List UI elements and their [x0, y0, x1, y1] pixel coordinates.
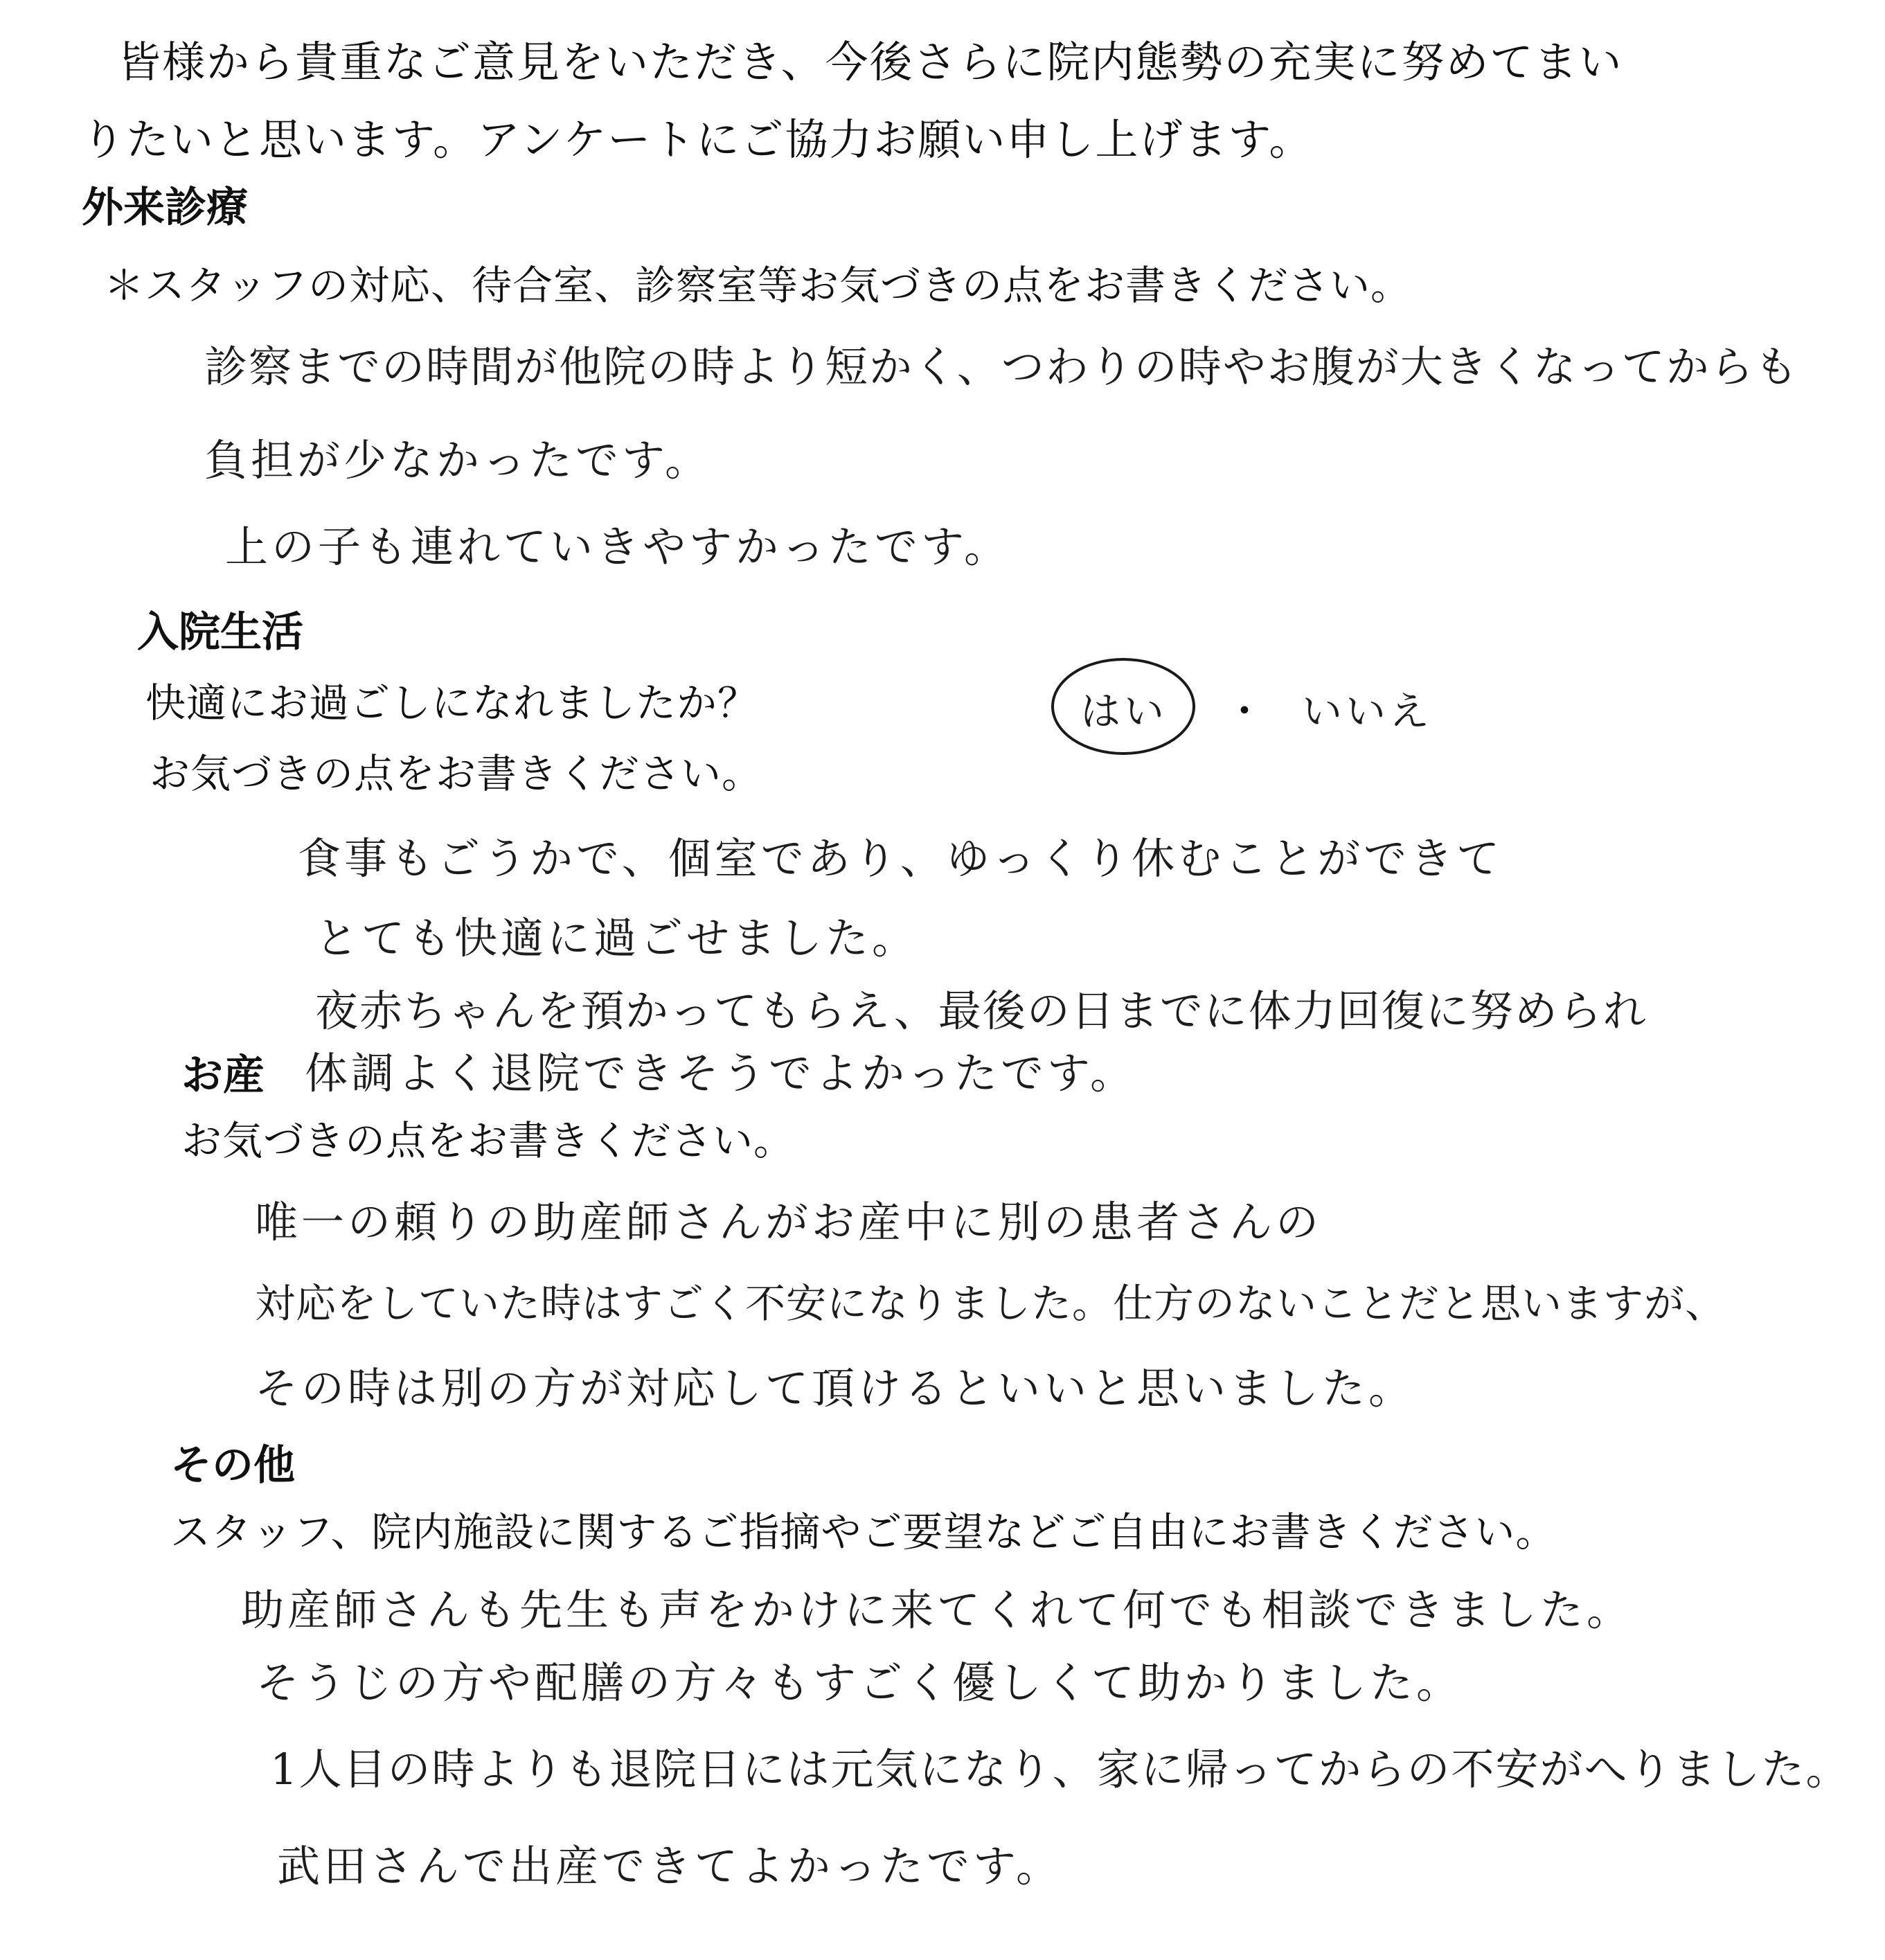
delivery-answer-line-2: 対応をしていた時はすごく不安になりました。仕方のないことだと思いますが、 [255, 1280, 1726, 1327]
option-no[interactable]: いいえ [1302, 688, 1433, 735]
outpatient-heading: 外来診療 [82, 184, 248, 232]
other-answer-line-2: そうじの方や配膳の方々もすごく優しくて助かりました。 [256, 1657, 1463, 1708]
outpatient-answer-line-3: 上の子も連れていきやすかったです。 [225, 522, 1011, 572]
inpatient-prompt: お気づきの点をお書きください。 [150, 750, 763, 797]
other-answer-line-4: 武田さんで出産できてよかったです。 [277, 1841, 1063, 1891]
delivery-prompt: お気づきの点をお書きください。 [181, 1117, 795, 1164]
outpatient-answer-line-2: 負担が少なかったです。 [204, 435, 712, 485]
inpatient-answer-line-4: 体調よく退院できそうでよかったです。 [305, 1048, 1137, 1098]
outpatient-answer-line-1: 診察までの時間が他院の時より短かく、つわりの時やお腹が大きくなってからも [204, 341, 1799, 392]
other-heading: その他 [170, 1441, 295, 1490]
other-answer-line-3: 1人目の時よりも退院日には元気になり、家に帰ってからの不安がへりました。 [270, 1744, 1850, 1794]
delivery-answer-line-1: 唯一の頼りの助産師さんがお産中に別の患者さんの [255, 1197, 1323, 1247]
option-yes[interactable]: はい [1080, 688, 1168, 735]
inpatient-answer-line-3: 夜赤ちゃんを預かってもらえ、最後の日までに体力回復に努められ [315, 986, 1647, 1036]
inpatient-answer-line-1: 食事もごうかで、個室であり、ゆっくり休むことができて [298, 833, 1503, 884]
inpatient-question: 快適にお過ごしになれましたか？ [145, 679, 759, 727]
intro-line-1: 皆様から貴重なご意見をいただき、今後さらに院内態勢の充実に努めてまい [118, 37, 1623, 87]
intro-line-2: りたいと思います。アンケートにご協力お願い申し上げます。 [82, 114, 1314, 165]
other-answer-line-1: 助産師さんも先生も声をかけに来てくれて何でも相談できました。 [241, 1585, 1634, 1635]
delivery-answer-line-3: その時は別の方が対応して頂けるといいと思いました。 [255, 1363, 1415, 1414]
inpatient-answer-line-2: とても快適に過ごせました。 [315, 913, 919, 963]
outpatient-prompt: ＊スタッフの対応、待合室、診察室等お気づきの点をお書きください。 [104, 262, 1412, 309]
option-separator: ・ [1224, 688, 1266, 735]
other-prompt: スタッフ、院内施設に関するご指摘やご要望などご自由にお書きください。 [170, 1508, 1557, 1556]
delivery-heading: お産 [181, 1051, 265, 1100]
inpatient-heading: 入院生活 [137, 608, 303, 657]
